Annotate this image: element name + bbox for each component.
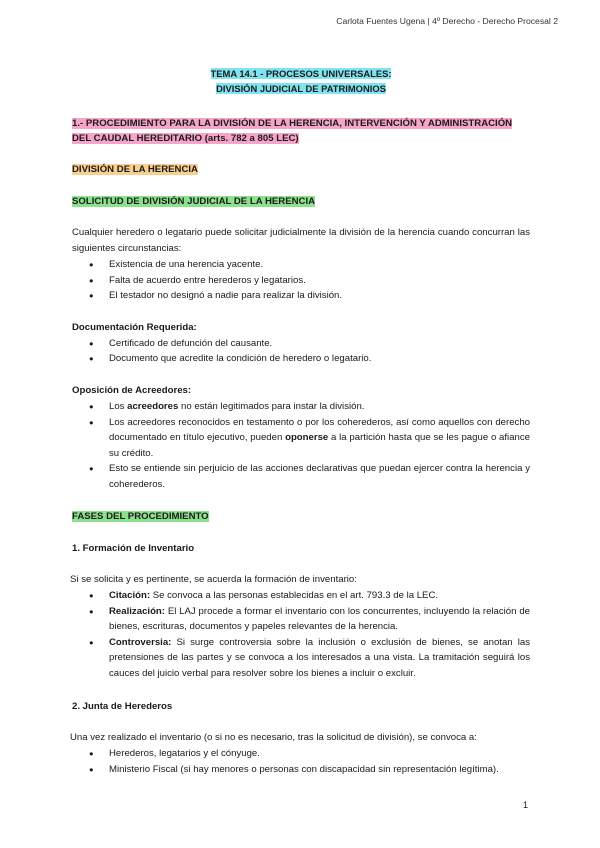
list-item: ● Documento que acredite la condición de heredero o legatario. (109, 351, 530, 367)
controversia-label: Controversia: (109, 636, 172, 648)
page-header: Carlota Fuentes Ugena | 4º Derecho - Derecho Procesal 2 (336, 16, 558, 26)
list-item: ● Los acreedores reconocidos en testamento o por los coherederos, así como aquellos con derecho documentado en título ejecutivo, pueden oponerse a la partición hasta que se les pague o afiance su crédito. (109, 415, 530, 462)
list-item: ● Citación: Se convoca a las personas establecidas en el art. 793.3 de la LEC. (109, 588, 530, 604)
formacion-list (72, 588, 530, 682)
fases-heading: FASES DEL PROCEDIMIENTO (72, 510, 209, 522)
list-item: ● El testador no designó a nadie para realizar la división. (109, 288, 530, 304)
list-item: ● Realización: El LAJ procede a formar el inventario con los concurrentes, incluyendo la relación de bienes, escrituras, documentos y papeles relevantes de la herencia. (109, 604, 530, 635)
citacion-label: Citación: (109, 590, 151, 602)
bold-term: oponerse (285, 432, 329, 444)
solicitud-heading: SOLICITUD DE DIVISIÓN JUDICIAL DE LA HERENCIA (72, 196, 316, 207)
title-line-1: TEMA 14.1 - PROCESOS UNIVERSALES: (210, 68, 392, 79)
division-title (72, 162, 530, 177)
bold-term: acreedores (127, 400, 179, 412)
fases-title (72, 509, 530, 524)
list-item: ● Controversia: Si surge controversia sobre la inclusión o exclusión de bienes, se anotan las pretensiones de las partes y se convoca a los interesados a una vista. La tramitación seguirá los cauces del juicio verbal para resolver sobre los bienes a incluir o excluir. (109, 635, 530, 682)
section-1-heading: 1.- PROCEDIMIENTO PARA LA DIVISIÓN DE LA HERENCIA, INTERVENCIÓN Y ADMINISTRACIÓN DEL CAUDAL HEREDITARIO (72, 118, 513, 144)
junta-intro: Una vez realizado el inventario (o si no es necesario, tras la solicitud de división), se convoca a: (70, 731, 477, 743)
list-item: ● Ministerio Fiscal (si hay menores o personas con discapacidad sin representación legítima). (109, 762, 530, 778)
oposicion-title: Oposición de Acreedores: (72, 384, 192, 396)
list-item: ● Los acreedores no están legitimados para instar la división. (109, 399, 530, 415)
section-1-ref: (arts. 782 a 805 LEC) (204, 133, 299, 144)
documentacion-title: Documentación Requerida: (72, 321, 197, 333)
solicitud-list (72, 257, 530, 304)
solicitud-intro: Cualquier heredero o legatario puede solicitar judicialmente la división de la herencia cuando concurran las siguientes circunstancias: (72, 227, 530, 254)
junta-title: 2. Junta de Herederos (72, 700, 173, 712)
document-body (72, 66, 530, 777)
realizacion-label: Realización: (109, 605, 165, 617)
division-heading: DIVISIÓN DE LA HERENCIA (72, 164, 198, 175)
page-number: 1 (522, 800, 528, 810)
junta-list (72, 746, 530, 777)
documentacion-list (72, 336, 530, 367)
title-line-2: DIVISIÓN JUDICIAL DE PATRIMONIOS (216, 83, 386, 94)
document-title (72, 66, 530, 96)
formacion-intro: Si se solicita y es pertinente, se acuerda la formación de inventario: (70, 573, 357, 585)
oposicion-list (72, 399, 530, 493)
list-item: ● Existencia de una herencia yacente. (109, 257, 530, 273)
solicitud-title (72, 194, 530, 209)
list-item: ● Falta de acuerdo entre herederos y legatarios. (109, 273, 530, 289)
list-item: ● Certificado de defunción del causante. (109, 336, 530, 352)
list-item: ● Herederos, legatarios y el cónyuge. (109, 746, 530, 762)
list-item: ● Esto se entiende sin perjuicio de las acciones declarativas que puedan ejercer contra la herencia y coherederos. (109, 461, 530, 492)
formacion-title: 1. Formación de Inventario (72, 542, 195, 554)
section-1-title (72, 116, 530, 146)
